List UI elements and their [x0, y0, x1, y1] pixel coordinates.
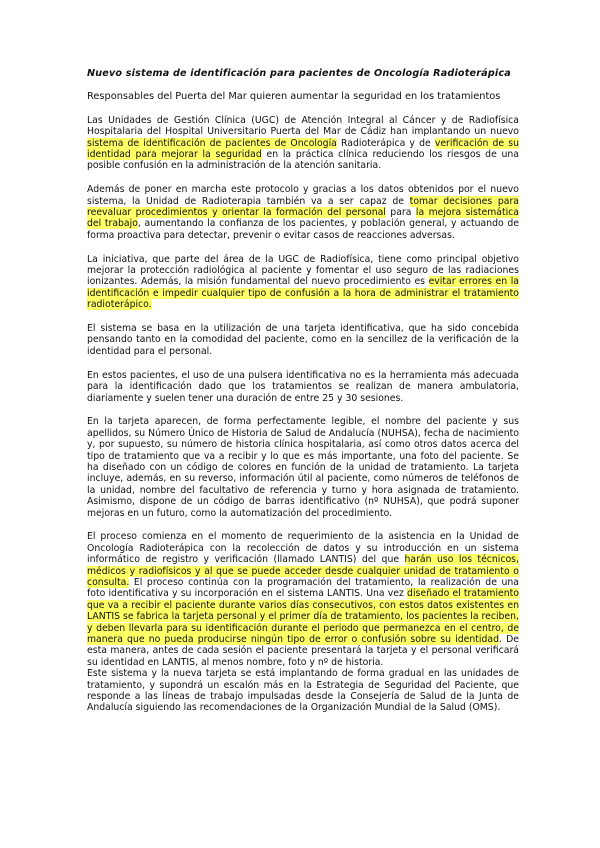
document-subtitle: Responsables del Puerta del Mar quieren aumentar la seguridad en los tratamientos: [87, 91, 501, 103]
text-segment: Además de poner en marcha este protocolo y gracias a los datos obtenidos por el nuevo sistema, la Unidad de Radioterapia también va a ser capaz de: [87, 184, 519, 207]
highlighted-text: sistema de identificación de pacientes de Oncología: [87, 137, 337, 149]
paragraph: [87, 323, 519, 357]
paragraph-list: [87, 115, 519, 714]
text-segment: El sistema se basa en la utilización de una tarjeta identificativa, que ha sido concebida pensando tanto en la comodidad del paciente, como en la sencillez de la verificación de la identidad para el personal.: [87, 323, 519, 357]
highlighted-text: verificación de su identidad para mejorar la seguridad: [87, 137, 520, 161]
paragraph: [87, 254, 519, 311]
paragraph: [87, 184, 519, 241]
text-segment: . De esta manera, antes de cada sesión el paciente presentará la tarjeta y el personal verificará su identidad en LANTIS, al menos nombre, foto y nº de historia.: [87, 634, 519, 668]
highlighted-text: diseñado el tratamiento que va a recibir el paciente durante varios días consecutivos, con estos datos existentes en LANTIS se fabrica la tarjeta personal y el primer día de tratamiento, los pacientes la reciben, y deben llevarla para su identificación durante el periodo que permanezca en el centro, de manera que no pueda producirse ningún tipo de error o confusión sobre su identidad: [87, 588, 519, 645]
document-body: [87, 68, 519, 726]
paragraph: [87, 531, 519, 668]
text-segment: En la tarjeta aparecen, de forma perfectamente legible, el nombre del paciente y sus apellidos, su Número Único de Historia de Salud de Andalucía (NUHSA), fecha de nacimiento y, por supuesto, su número de historia clínica hospitalaria, así como otros datos acerca del tipo de tratamiento que va a recibir y lo que es más importante, una foto del paciente. Se ha diseñado con un código de colores en función de la unidad de tratamiento. La tarjeta incluye, además, en su reverso, información útil al paciente, como números de teléfonos de la unidad, nombre del facultativo de referencia y turno y hora asignada de tratamiento. Asimismo, dispone de un código de barras identificativo (nº NUHSA), que podrá suponer mejoras en un futuro, como la automatización del procedimiento.: [87, 416, 519, 519]
paragraph: [87, 416, 519, 519]
highlighted-text: evitar errores en la identificación e impedir cualquier tipo de confusión a la hora de administrar el tratamiento radioterápico.: [87, 276, 519, 311]
text-segment: en la práctica clínica reduciendo los riesgos de una posible confusión en la administración de la atención sanitaria.: [87, 149, 519, 172]
paragraph: [87, 115, 519, 172]
document-title: Nuevo sistema de identificación para pacientes de Oncología Radioterápica: [87, 68, 511, 79]
paragraph: [87, 370, 519, 404]
highlighted-text: tomar decisiones para reevaluar procedimientos y orientar la formación del personal: [87, 195, 519, 219]
text-segment: , aumentando la confianza de los pacientes, y población general, y actuando de forma proactiva para detectar, prevenir o evitar casos de reacciones adversas.: [87, 218, 519, 241]
text-segment: Este sistema y la nueva tarjeta se está implantando de forma gradual en las unidades de tratamiento, y supondrá un escalón más en la Estrategia de Seguridad del Paciente, que responde a las líneas de trabajo impulsadas desde la Consejería de Salud de la Junta de Andalucía siguiendo las recomendaciones de la Organización Mundial de la Salud (OMS).: [87, 668, 519, 714]
text-segment: La iniciativa, que parte del área de la UGC de Radiofísica, tiene como principal objetivo mejorar la protección radiológica al paciente y fomentar el uso seguro de las radiaciones ionizantes. Además, la misión fundamental del nuevo procedimiento es: [87, 253, 519, 288]
text-segment: Radioterápica y de: [336, 137, 435, 149]
paragraph: [87, 668, 519, 714]
text-segment: El proceso continúa con la programación del tratamiento, la realización de una foto identificativa y su incorporación en el sistema LANTIS. Una vez: [87, 576, 519, 600]
text-segment: para: [385, 207, 416, 219]
text-segment: El proceso comienza en el momento de requerimiento de la asistencia en la Unidad de Oncología Radioterápica con la recolección de datos y su introducción en un sistema informático de registro y verificación (llamado LANTIS) del que: [87, 531, 519, 566]
highlighted-text: la mejora sistemática del trabajo: [87, 207, 519, 230]
text-segment: En estos pacientes, el uso de una pulsera identificativa no es la herramienta más adecuada para la identificación dado que los tratamientos se realizan de manera ambulatoria, diariamente y suelen tener una duración de entre 25 y 30 sesiones.: [87, 369, 519, 404]
text-segment: Las Unidades de Gestión Clínica (UGC) de Atención Integral al Cáncer y de Radiofísica Hospitalaria del Hospital Universitario Puerta del Mar de Cádiz han implantando un nuevo: [87, 114, 519, 138]
highlighted-text: harán uso los técnicos, médicos y radiofísicos y al que se puede acceder desde cualquier unidad de tratamiento o consulta.: [87, 554, 519, 588]
